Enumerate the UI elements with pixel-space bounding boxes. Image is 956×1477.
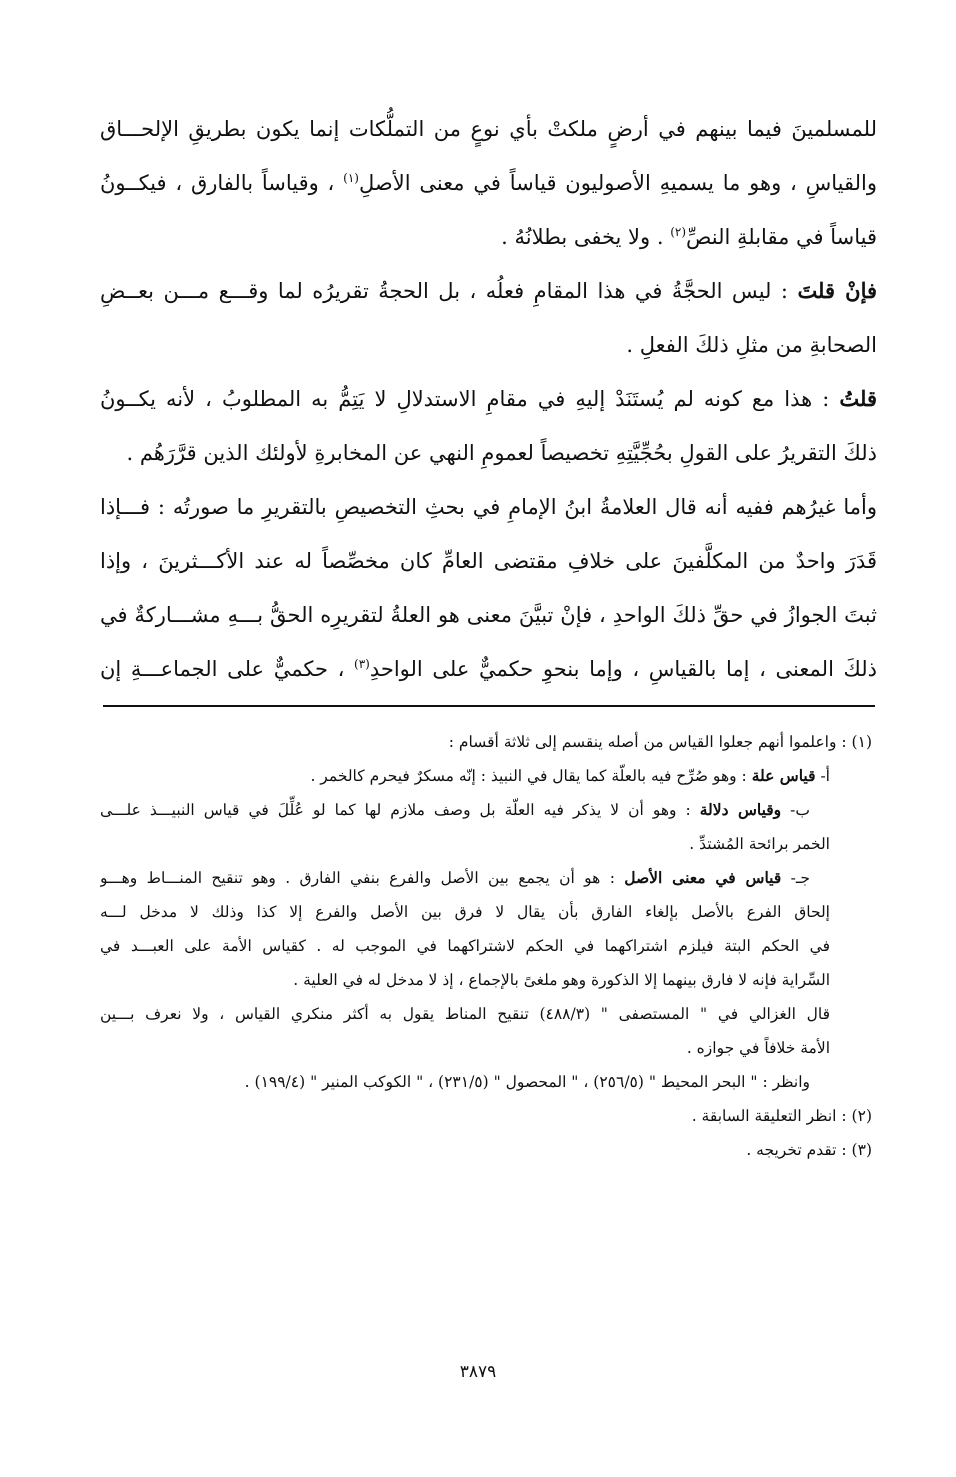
text-line-5 [100,318,877,372]
line-text: : هذا مع كونه لم يُستَنَدْ إليهِ في مقامِ الاستدلالِ لا يَتِمُّ به المطلوبُ ، لأنه يكــونُ [100,387,840,411]
text-line-4 [100,264,877,318]
footnote-text: : وهو أن لا يذكر فيه العلّة بل وصف ملازم لها كما لو عُلِّلَ في قياس النبيـــذ علـــى [100,801,700,819]
list-marker: جـ- [781,869,810,887]
text-line-9 [100,534,877,588]
footnote-text: إلحاق الفرع بالأصل بإلغاء الفارق بأن يقال لا فرق بين الأصل والفرع إلا كذا وذلك لا مدخل لـــه [100,903,830,921]
footnote-text: في الحكم البتة فيلزم اشتراكهما في الحكم لاشتراكهما في الموجب له . كقياس الأمة على العبـــد في [100,937,830,955]
bold-term: قياس علة [751,766,816,785]
footnote-text: (٣) : تقدم تخريجه . [746,1141,872,1159]
text-line-1 [100,102,877,156]
footnote-line [100,1031,872,1065]
line-text: قَدَرَ واحدٌ من المكلَّفينَ على خلافِ مقتضى العامِّ كان مخصِّصاً له عند الأكـــثرينَ ، وإذا [100,549,877,573]
text-line-11 [100,642,877,696]
main-text [100,102,877,696]
footnote-text: الخمر برائحة المُشتدِّ . [689,835,830,853]
footnotes [100,725,872,1167]
line-text: ذلكَ المعنى ، إما بالقياسِ ، وإما بنحوِ حكميٌّ على الواحدِ [369,657,877,681]
line-text: ذلكَ التقريرُ على القولِ بحُجِّيَّتِهِ تخصيصاً لعمومِ النهي عن المخابرةِ لأولئك الذين قرَّرَهُم . [126,441,877,465]
footnote-text: وانظر : " البحر المحيط " (٢٥٦/٥) ، " المحصول " (٢٣١/٥) ، " الكوكب المنير " (١٩٩/٤) . [244,1073,810,1091]
footnote-text: (٢) : انظر التعليقة السابقة . [691,1107,872,1125]
text-line-10 [100,588,877,642]
footnote-text: الأمة خلافاً في جوازه . [686,1039,830,1057]
list-marker: ب- [781,801,810,819]
footnote-line [100,827,872,861]
line-text: قياساً في مقابلةِ النصِّ [686,225,877,249]
line-text: . ولا يخفى بطلانُهُ . [501,225,671,249]
footnote-marker-2: (٢) [670,225,687,239]
bold-term: قياس في معنى الأصل [624,868,782,887]
footnote-line [100,1065,872,1099]
footnote-text: قال الغزالي في " المستصفى " (٤٨٨/٣) تنقيح المناط يقول به أكثر منكري القياس ، ولا نعرف بـــين [100,1005,830,1023]
footnote-divider [103,705,875,707]
footnote-line [100,759,872,793]
text-line-7 [100,426,877,480]
bold-term: وقياس دلالة [699,800,782,819]
list-marker: أ- [815,767,830,785]
line-text: ثبتَ الجوازُ في حقِّ ذلكَ الواحدِ ، فإنْ تبيَّنَ معنى هو العلةُ لتقريرِه الحقُّ بـــهِ مشـــاركةٌ في [100,603,877,627]
footnote-line [100,861,872,895]
footnote-line [100,1133,872,1167]
line-text: : ليس الحجَّةُ في هذا المقامِ فعلُه ، بل الحجةُ تقريرُه لما وقـــع مـــن بعــضِ [100,279,798,303]
text-line-3 [100,210,877,264]
footnote-marker-3: (٣) [354,657,370,671]
text-line-8 [100,480,877,534]
footnote-line [100,895,872,929]
footnote-text: (١) : واعلموا أنهم جعلوا القياس من أصله ينقسم إلى ثلاثة أقسام : [448,733,872,751]
line-text: الصحابةِ من مثلِ ذلكَ الفعلِ . [626,333,877,357]
footnote-text: : وهو صُرِّح فيه بالعلّة كما يقال في النبيذ : إنّه مسكرٌ فيحرم كالخمر . [310,767,752,785]
line-text: ، حكميٌّ على الجماعـــةِ إن [100,657,354,681]
line-text: للمسلمينَ فيما بينهم في أرضٍ ملكتْ بأي نوعٍ من التملُّكات إنما يكون بطريقِ الإلحـــاق [100,117,877,141]
footnote-line [100,997,872,1031]
line-text: والقياسِ ، وهو ما يسميهِ الأصوليون قياساً في معنى الأصلِ [358,171,877,195]
page-number: ٣٨٧٩ [459,1362,497,1382]
footnote-text: : هو أن يجمع بين الأصل والفرع بنفي الفارق . وهو تنقيح المنـــاط وهـــو [100,869,625,887]
footnote-line [100,725,872,759]
text-line-2 [100,156,877,210]
footnote-line [100,963,872,997]
footnote-line [100,929,872,963]
footnote-marker-1: (١) [343,171,359,185]
text-line-6 [100,372,877,426]
bold-term: فإنْ قلتَ [797,278,877,303]
line-text: ، وقياساً بالفارق ، فيكــونُ [100,171,344,195]
footnote-line [100,793,872,827]
bold-term: قلتُ [839,386,877,411]
line-text: وأما غيرُهم ففيه أنه قال العلامةُ ابنُ الإمامِ في بحثِ التخصيصِ بالتقريرِ ما صورتُه : فـــإذا [100,495,877,519]
footnote-text: السِّراية فإنه لا فارق بينهما إلا الذكورة وهو ملغىً بالإجماع ، إذ لا مدخل له في العلية . [293,971,830,989]
footnote-line [100,1099,872,1133]
